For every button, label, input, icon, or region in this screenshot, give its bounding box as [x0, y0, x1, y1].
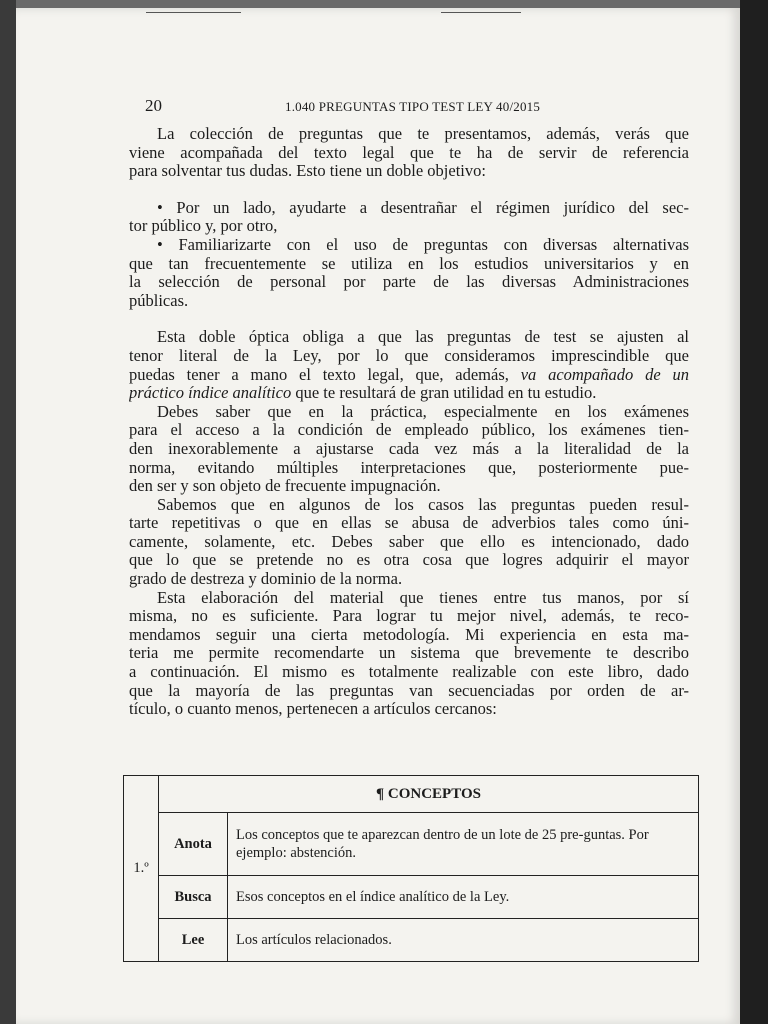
- italic-text: práctico índice analítico: [129, 384, 292, 403]
- text-line: mendamos seguir una cierta metodología. Mi experiencia en esta ma-: [129, 625, 689, 644]
- scan-right-edge: [740, 0, 768, 1024]
- text-line: den inexorablemente a ajustarse cada vez más a la literalidad de la: [129, 439, 689, 458]
- row-verb: Anota: [159, 813, 228, 876]
- text-line: para solventar tus dudas. Esto tiene un doble objetivo:: [129, 162, 486, 181]
- text-line: que la mayoría de las preguntas van secuenciadas por orden de ar-: [129, 681, 689, 700]
- scan-mark: [146, 12, 241, 13]
- table-row: [124, 919, 699, 962]
- text-line: práctico índice analítico que te resultará de gran utilidad en tu estudio.: [129, 384, 597, 403]
- step-number: 1.º: [124, 776, 159, 962]
- row-description: Los conceptos que te aparezcan dentro de un lote de 25 pre-guntas. Por ejemplo: abstención.: [228, 813, 699, 876]
- table-row: [124, 813, 699, 876]
- row-verb: Busca: [159, 876, 228, 919]
- text-line: Esta elaboración del material que tienes entre tus manos, por sí: [157, 588, 689, 607]
- text-line: tenor literal de la Ley, por lo que consideramos imprescindible que: [129, 346, 689, 365]
- row-description: Los artículos relacionados.: [228, 919, 699, 962]
- page-number: 20: [145, 96, 162, 115]
- paragraph-practica: [129, 403, 689, 496]
- text-line: misma, no es suficiente. Para lograr tu mejor nivel, además, te reco-: [129, 607, 689, 626]
- text-line: tículo, o cuanto menos, pertenecen a artículos cercanos:: [129, 700, 497, 719]
- text-line: viene acompañada del texto legal que te ha de servir de referencia: [129, 143, 689, 162]
- text-line: Sabemos que en algunos de los casos las preguntas pueden resul-: [157, 495, 689, 514]
- bullet-item: [129, 236, 689, 310]
- running-head: 1.040 PREGUNTAS TIPO TEST LEY 40/2015: [285, 99, 541, 114]
- text-line: camente, solamente, etc. Debes saber que ello es intencionado, dado: [129, 532, 689, 551]
- text-line: la selección de personal por parte de las diversas Administraciones: [129, 273, 689, 292]
- row-verb: Lee: [159, 919, 228, 962]
- text-line: La colección de preguntas que te presentamos, además, verás que: [157, 125, 689, 143]
- scan-mark: [441, 12, 521, 13]
- text-line: Debes saber que en la práctica, especialmente en los exámenes: [157, 402, 689, 421]
- text-line: norma, evitando múltiples interpretaciones que, posteriormente pue-: [129, 458, 689, 477]
- paragraph-intro: [129, 125, 689, 181]
- text-line: que lo que se pretende no es otra cosa que logres adquirir el mayor: [129, 551, 689, 570]
- body-text: [129, 125, 689, 719]
- text-line: tor público y, por otro,: [129, 217, 278, 236]
- text-line: den ser y son objeto de frecuente impugnación.: [129, 477, 441, 496]
- text-line: grado de destreza y dominio de la norma.: [129, 570, 403, 589]
- paragraph-optica: [129, 328, 689, 402]
- text-line: públicas.: [129, 291, 189, 310]
- text-line: • Por un lado, ayudarte a desentrañar el régimen jurídico del sec-: [157, 198, 689, 217]
- text-line: • Familiarizarte con el uso de preguntas con diversas alternativas: [157, 235, 689, 254]
- text-line: teria me permite recomendarte un sistema que brevemente te describo: [129, 644, 689, 663]
- paragraph-sabemos: [129, 496, 689, 589]
- table-heading: ¶ CONCEPTOS: [159, 776, 699, 813]
- paragraph-elaboracion: [129, 589, 689, 719]
- text-line: que tan frecuentemente se utiliza en los estudios universitarios y en: [129, 254, 689, 273]
- text-line: Esta doble óptica obliga a que las preguntas de test se ajusten al: [157, 328, 689, 347]
- table-row: [124, 876, 699, 919]
- scan-left-edge: [0, 0, 16, 1024]
- bullet-item: [129, 199, 689, 236]
- page-header: [145, 96, 633, 118]
- italic-text: va acompañado de un: [520, 365, 689, 384]
- method-table: [123, 775, 699, 962]
- text-line: puedas tener a mano el texto legal, que, además, va acompañado de un: [129, 365, 689, 384]
- text-line: para el acceso a la condición de empleado público, los exámenes tien-: [129, 421, 689, 440]
- row-description: Esos conceptos en el índice analítico de la Ley.: [228, 876, 699, 919]
- text-line: tarte repetitivas o que en ellas se abusa de adverbios tales como úni-: [129, 514, 689, 533]
- text-line: a continuación. El mismo es totalmente realizable con este libro, dado: [129, 663, 689, 682]
